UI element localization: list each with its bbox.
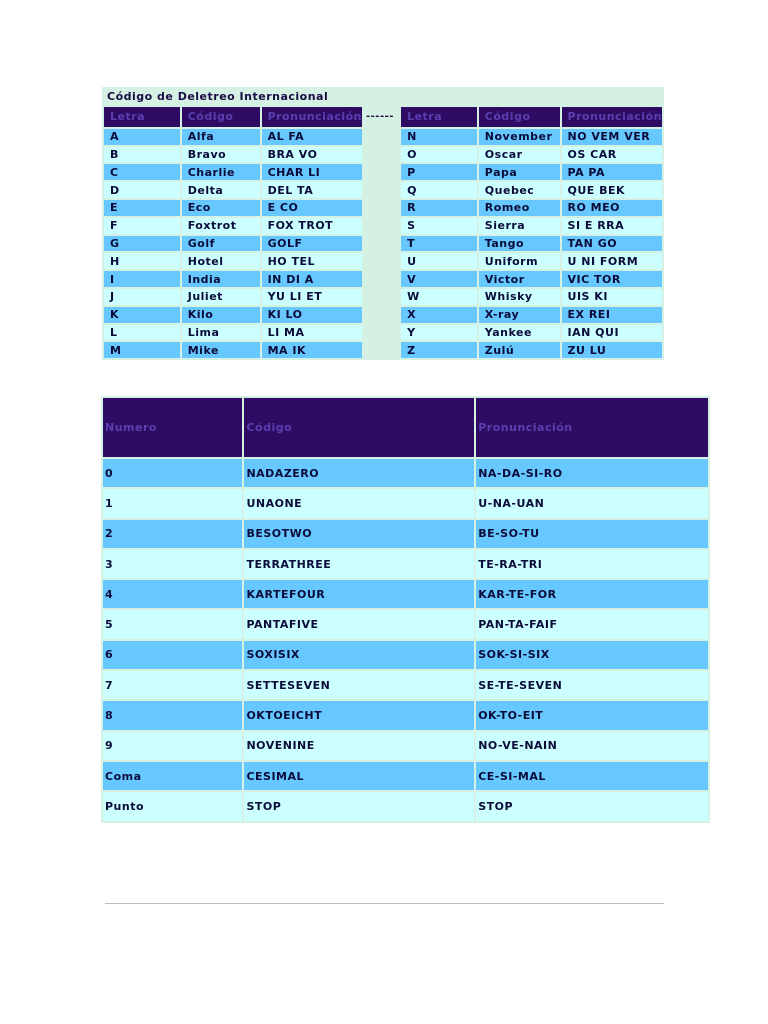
pronunciation-left-cell: IN DI A [262,271,362,287]
code-cell: BESOTWO [244,520,474,548]
letter-right-cell: V [401,271,477,287]
table-row [104,325,662,341]
separator-cell [364,164,399,180]
table-row [104,129,662,145]
code-cell: PANTAFIVE [244,610,474,638]
pronunciation-right-cell: PA PA [562,164,662,180]
code-right-cell: Yankee [479,325,560,341]
pronunciation-cell: NO-VE-NAIN [476,732,708,760]
pronunciation-left-cell: E CO [262,200,362,216]
pronunciation-right-cell: UIS KI [562,289,662,305]
letter-right-cell: R [401,200,477,216]
pronunciation-right-cell: U NI FORM [562,253,662,269]
separator-cell [364,182,399,198]
code-left-cell: Juliet [182,289,260,305]
number-cell: 7 [103,671,242,699]
separator-cell [364,236,399,252]
letter-right-cell: N [401,129,477,145]
pronunciation-left-cell: KI LO [262,307,362,323]
table-row [103,671,708,699]
separator-cell [364,325,399,341]
pronunciation-left-cell: AL FA [262,129,362,145]
header-codigo-left: Código [182,107,260,127]
code-right-cell: Papa [479,164,560,180]
code-right-cell: Sierra [479,218,560,234]
letter-right-cell: S [401,218,477,234]
spelling-alphabet-table [102,87,664,360]
table-row [103,520,708,548]
separator-cell [364,147,399,163]
code-left-cell: Charlie [182,164,260,180]
letter-right-cell: U [401,253,477,269]
letter-right-cell: O [401,147,477,163]
letter-left-cell: C [104,164,180,180]
pronunciation-cell: OK-TO-EIT [476,701,708,729]
pronunciation-left-cell: MA IK [262,342,362,358]
code-right-cell: Victor [479,271,560,287]
pronunciation-right-cell: TAN GO [562,236,662,252]
number-cell: Coma [103,762,242,790]
number-cell: 1 [103,489,242,517]
letter-left-cell: G [104,236,180,252]
pronunciation-right-cell: VIC TOR [562,271,662,287]
number-cell: Punto [103,792,242,820]
pronunciation-right-cell: EX REI [562,307,662,323]
table-row [104,253,662,269]
header-codigo-right: Código [479,107,560,127]
pronunciation-left-cell: LI MA [262,325,362,341]
letter-left-cell: J [104,289,180,305]
table-header-row [103,398,708,457]
table-row [103,792,708,820]
separator-cell [364,253,399,269]
code-right-cell: Romeo [479,200,560,216]
code-right-cell: Quebec [479,182,560,198]
letter-right-cell: Q [401,182,477,198]
pronunciation-left-cell: GOLF [262,236,362,252]
code-cell: NOVENINE [244,732,474,760]
code-left-cell: Alfa [182,129,260,145]
pronunciation-cell: NA-DA-SI-RO [476,459,708,487]
code-right-cell: Whisky [479,289,560,305]
letter-left-cell: L [104,325,180,341]
pronunciation-left-cell: HO TEL [262,253,362,269]
code-left-cell: India [182,271,260,287]
table-header-row [104,107,662,127]
letter-left-cell: E [104,200,180,216]
pronunciation-cell: BE-SO-TU [476,520,708,548]
table-row [104,147,662,163]
header-pronunciacion-right: Pronunciación [562,107,662,127]
header-separator: ------ [364,107,399,127]
pronunciation-right-cell: RO MEO [562,200,662,216]
number-cell: 2 [103,520,242,548]
code-cell: TERRATHREE [244,550,474,578]
pronunciation-cell: PAN-TA-FAIF [476,610,708,638]
letter-left-cell: M [104,342,180,358]
letter-left-cell: F [104,218,180,234]
separator-cell [364,218,399,234]
pronunciation-left-cell: DEL TA [262,182,362,198]
code-cell: SOXISIX [244,641,474,669]
table-row [103,580,708,608]
letter-left-cell: K [104,307,180,323]
code-cell: OKTOEICHT [244,701,474,729]
table-row [103,459,708,487]
pronunciation-right-cell: OS CAR [562,147,662,163]
pronunciation-cell: CE-SI-MAL [476,762,708,790]
table-row [104,236,662,252]
table-row [103,610,708,638]
code-right-cell: Tango [479,236,560,252]
separator-cell [364,129,399,145]
pronunciation-cell: KAR-TE-FOR [476,580,708,608]
code-cell: UNAONE [244,489,474,517]
letter-right-cell: P [401,164,477,180]
number-cell: 6 [103,641,242,669]
pronunciation-cell: TE-RA-TRI [476,550,708,578]
letter-left-cell: D [104,182,180,198]
letter-right-cell: Z [401,342,477,358]
table-row [104,307,662,323]
pronunciation-right-cell: SI E RRA [562,218,662,234]
pronunciation-right-cell: QUE BEK [562,182,662,198]
separator-cell [364,200,399,216]
code-left-cell: Eco [182,200,260,216]
pronunciation-cell: SE-TE-SEVEN [476,671,708,699]
numbers-table [101,396,710,823]
code-right-cell: Uniform [479,253,560,269]
table-row [103,489,708,517]
pronunciation-left-cell: YU LI ET [262,289,362,305]
pronunciation-right-cell: ZU LU [562,342,662,358]
number-cell: 5 [103,610,242,638]
table-row [103,762,708,790]
letter-right-cell: T [401,236,477,252]
letter-right-cell: X [401,307,477,323]
pronunciation-left-cell: BRA VO [262,147,362,163]
table-row [103,732,708,760]
table-caption-row [104,89,662,105]
header-pronunciacion: Pronunciación [476,398,708,457]
letter-left-cell: I [104,271,180,287]
header-numero: Numero [103,398,242,457]
table-title: Código de Deletreo Internacional [104,89,662,105]
code-cell: KARTEFOUR [244,580,474,608]
separator-cell [364,289,399,305]
pronunciation-right-cell: NO VEM VER [562,129,662,145]
code-cell: STOP [244,792,474,820]
number-cell: 4 [103,580,242,608]
letter-right-cell: W [401,289,477,305]
code-left-cell: Delta [182,182,260,198]
letter-left-cell: H [104,253,180,269]
pronunciation-left-cell: FOX TROT [262,218,362,234]
code-left-cell: Golf [182,236,260,252]
code-left-cell: Kilo [182,307,260,323]
pronunciation-cell: STOP [476,792,708,820]
pronunciation-right-cell: IAN QUI [562,325,662,341]
code-right-cell: November [479,129,560,145]
header-pronunciacion-left: Pronunciación [262,107,362,127]
number-cell: 3 [103,550,242,578]
letter-left-cell: A [104,129,180,145]
letter-left-cell: B [104,147,180,163]
code-left-cell: Foxtrot [182,218,260,234]
code-left-cell: Mike [182,342,260,358]
table-row [104,218,662,234]
horizontal-divider [105,903,664,904]
table-row [103,701,708,729]
table-row [104,182,662,198]
code-right-cell: X-ray [479,307,560,323]
table-row [104,271,662,287]
separator-cell [364,271,399,287]
number-cell: 8 [103,701,242,729]
separator-cell [364,307,399,323]
table-row [103,641,708,669]
header-letra-right: Letra [401,107,477,127]
table-row [104,289,662,305]
pronunciation-left-cell: CHAR LI [262,164,362,180]
table-row [103,550,708,578]
header-codigo: Código [244,398,474,457]
table-row [104,164,662,180]
letter-right-cell: Y [401,325,477,341]
number-cell: 9 [103,732,242,760]
header-letra-left: Letra [104,107,180,127]
separator-cell [364,342,399,358]
table-row [104,342,662,358]
code-cell: SETTESEVEN [244,671,474,699]
code-right-cell: Oscar [479,147,560,163]
number-cell: 0 [103,459,242,487]
pronunciation-cell: U-NA-UAN [476,489,708,517]
code-cell: CESIMAL [244,762,474,790]
pronunciation-cell: SOK-SI-SIX [476,641,708,669]
code-right-cell: Zulú [479,342,560,358]
table-row [104,200,662,216]
code-left-cell: Bravo [182,147,260,163]
code-cell: NADAZERO [244,459,474,487]
code-left-cell: Hotel [182,253,260,269]
code-left-cell: Lima [182,325,260,341]
